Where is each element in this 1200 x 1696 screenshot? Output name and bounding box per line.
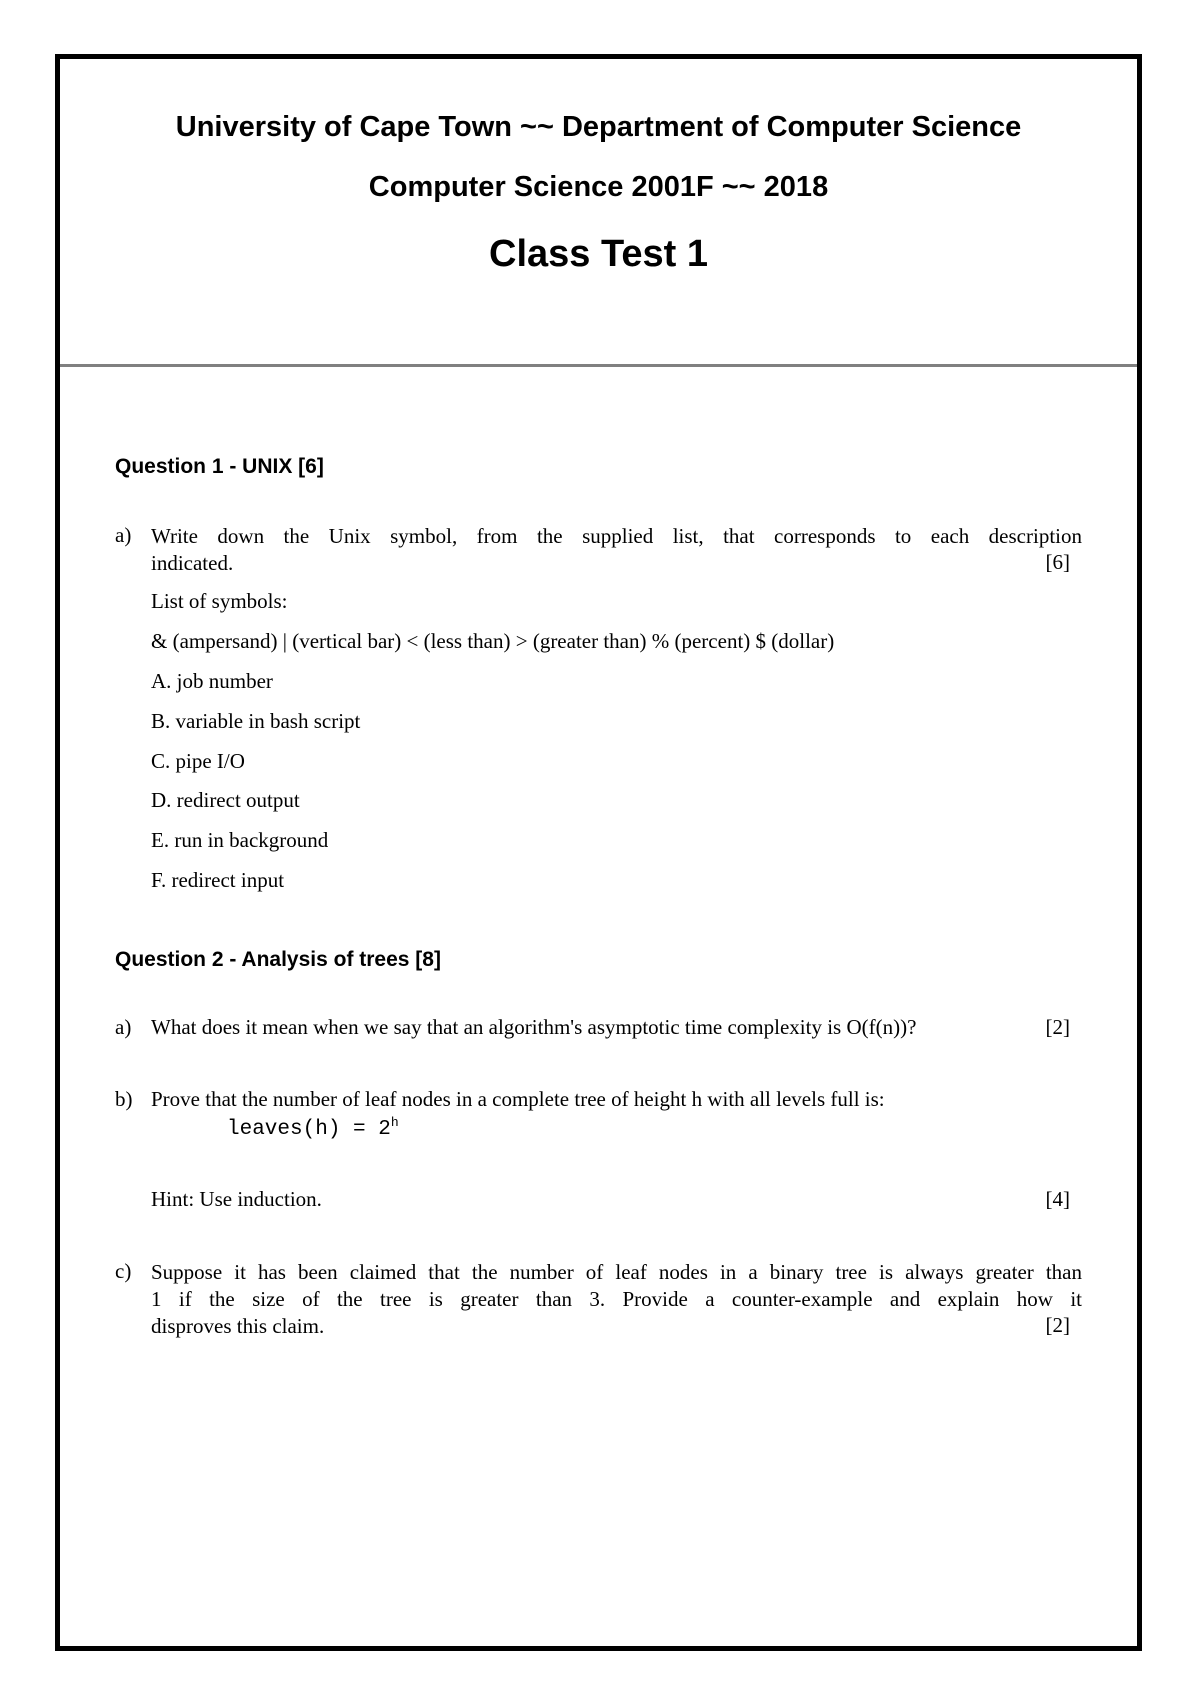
question-2c-text — [151, 1259, 1082, 1340]
question-1a — [115, 523, 1082, 583]
question-2c-label: c) — [115, 1259, 132, 1283]
page-frame — [55, 54, 1142, 1651]
list-item: D. redirect output — [151, 788, 300, 812]
leaves-formula — [227, 1115, 399, 1141]
question-1a-mark: [6] — [1045, 550, 1070, 574]
question-1a-text — [151, 523, 1082, 577]
test-title: Class Test 1 — [489, 233, 708, 275]
question-2b-label: b) — [115, 1087, 133, 1111]
question-2a-mark: [2] — [1045, 1015, 1070, 1039]
question-2c-text-line2: 1 if the size of the tree is greater than 3. Provide a counter-example and explain how it — [151, 1287, 1082, 1311]
question-2b-text: Prove that the number of leaf nodes in a complete tree of height h with all levels full is: — [151, 1087, 885, 1111]
list-item: F. redirect input — [151, 868, 285, 892]
question-1a-text-line2: indicated. — [151, 551, 234, 575]
question-2a-label: a) — [115, 1015, 132, 1039]
question-1a-label: a) — [115, 523, 132, 547]
question-2b-mark: [4] — [1045, 1187, 1070, 1211]
question-2c-text-line1: Suppose it has been claimed that the number of leaf nodes in a binary tree is always greater than — [151, 1260, 1082, 1284]
question-2b — [115, 1087, 1082, 1117]
question-2c-mark: [2] — [1045, 1313, 1070, 1337]
leaves-formula-base: leaves(h) = 2 — [227, 1118, 391, 1141]
question-2c-text-line3: disproves this claim. — [151, 1314, 325, 1338]
question-2-heading: Question 2 - Analysis of trees [8] — [115, 948, 441, 971]
question-1-heading: Question 1 - UNIX [6] — [115, 455, 324, 478]
list-item: E. run in background — [151, 828, 329, 852]
list-item: B. variable in bash script — [151, 709, 361, 733]
question-2a-text: What does it mean when we say that an algorithm's asymptotic time complexity is O(f(n))? — [151, 1015, 917, 1039]
question-2a — [115, 1015, 1082, 1045]
list-item: A. job number — [151, 669, 273, 693]
list-item: C. pipe I/O — [151, 749, 245, 773]
institution-line: University of Cape Town ~~ Department of Computer Science — [175, 111, 1022, 143]
question-2b-hint-row — [115, 1187, 1082, 1217]
symbols-list-heading: List of symbols: — [151, 589, 288, 613]
document-header — [60, 59, 1137, 368]
question-2b-hint: Hint: Use induction. — [151, 1187, 322, 1211]
course-line: Computer Science 2001F ~~ 2018 — [368, 171, 829, 203]
question-1a-text-line1: Write down the Unix symbol, from the supplied list, that corresponds to each description — [151, 524, 1082, 548]
symbols-list: & (ampersand) | (vertical bar) < (less than) > (greater than) % (percent) $ (dollar) — [151, 629, 835, 653]
document-body — [60, 367, 1137, 1646]
leaves-formula-exponent: h — [390, 1115, 399, 1130]
question-2c — [115, 1259, 1082, 1343]
